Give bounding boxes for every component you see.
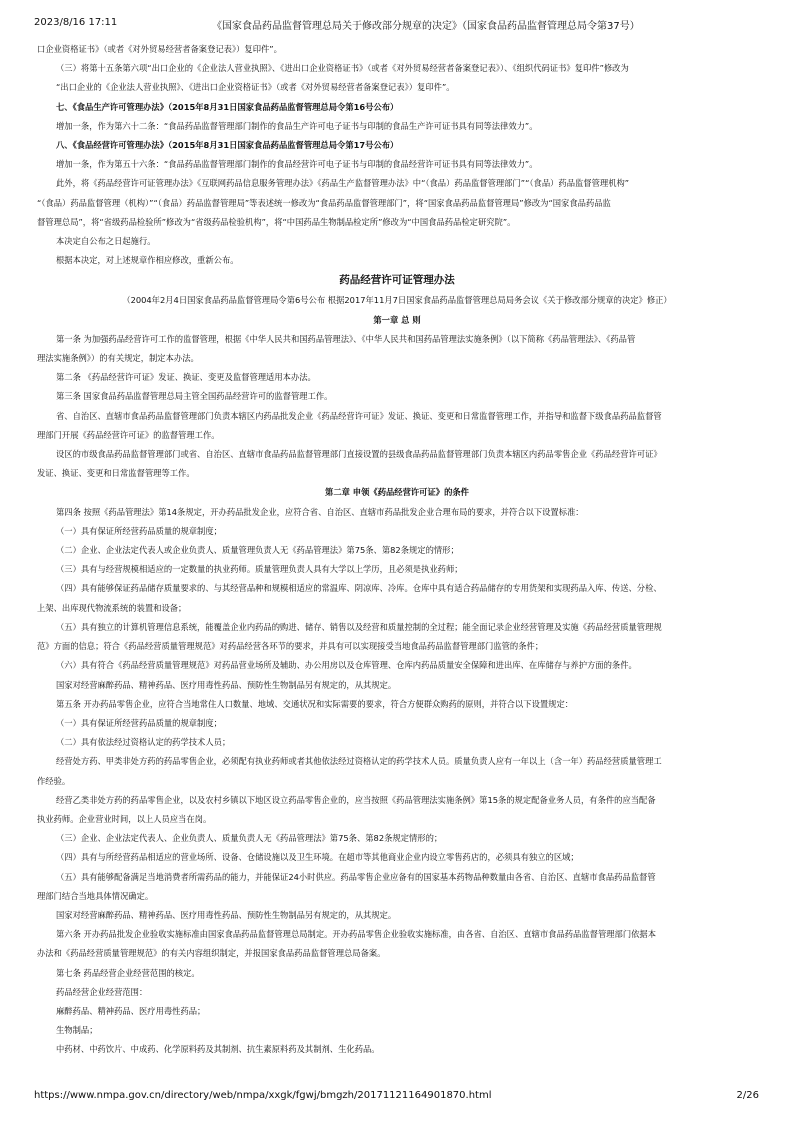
page-number: 2/26 bbox=[736, 1090, 759, 1101]
text-line: 第一条 为加强药品经营许可工作的监督管理，根据《中华人民共和国药品管理法》、《中华人民共和国药品管理法实施条例》（以下简称《药品管理法》、《药品管 bbox=[56, 333, 636, 344]
text-line: （一）具有保证所经营药品质量的规章制度； bbox=[56, 525, 222, 536]
text-line: 理部门结合当地具体情况确定。 bbox=[37, 890, 154, 901]
text-line: “出口企业的《企业法人营业执照》、《进出口企业资格证书》（或者《对外贸易经营者备案登记表》）复印件”。 bbox=[56, 82, 455, 93]
text-line: 国家对经营麻醉药品、精神药品、医疗用毒性药品、预防性生物制品另有规定的，从其规定。 bbox=[56, 679, 397, 690]
text-line: 经营处方药、甲类非处方药的药品零售企业，必须配有执业药师或者其他依法经过资格认定的药学技术人员。质量负责人应有一年以上（含一年）药品经营质量管理工 bbox=[56, 756, 662, 767]
text-line: 作经验。 bbox=[37, 775, 71, 786]
text-line: 上架、出库现代物流系统的装置和设备； bbox=[37, 602, 187, 613]
text-line: 本决定自公布之日起施行。 bbox=[56, 236, 156, 247]
text-line: （四）具有能够保证药品储存质量要求的、与其经营品种和规模相适应的常温库、阴凉库、冷库。仓库中具有适合药品储存的专用货架和实现药品入库、传送、分检、 bbox=[56, 583, 662, 594]
text-line: 此外，将《药品经营许可证管理办法》《互联网药品信息服务管理办法》《药品生产监督管理办法》中“（食品）药品监督管理部门”“（食品）药品监督管理机构” bbox=[56, 178, 630, 189]
text-line: 经营乙类非处方药的药品零售企业，以及农村乡镇以下地区设立药品零售企业的，应当按照《药品管理法实施条例》第15条的规定配备业务人员，有条件的应当配备 bbox=[56, 794, 656, 805]
document-title: 药品经营许可证管理办法 bbox=[339, 274, 455, 287]
text-line: 理法实施条例》）的有关规定，制定本办法。 bbox=[37, 353, 199, 364]
text-line: 口企业资格证书》（或者《对外贸易经营者备案登记表》）复印件”。 bbox=[37, 44, 282, 54]
text-line: 理部门开展《药品经营许可证》的监督管理工作。 bbox=[37, 429, 220, 440]
text-line: 设区的市级食品药品监督管理部门或省、自治区、直辖市食品药品监督管理部门直接设置的县级食品药品监督管理部门负责本辖区内药品零售企业《药品经营许可证》 bbox=[56, 449, 662, 460]
text-line: （三）将第十五条第六项“出口企业的《企业法人营业执照》、《进出口企业资格证书》（或者《对外贸易经营者备案登记表》）、《组织代码证书》复印件”修改为 bbox=[56, 63, 629, 74]
text-line: 第四条 按照《药品管理法》第14条规定，开办药品批发企业，应符合省、自治区、直辖市药品批发企业合理布局的要求，并符合以下设置标准： bbox=[56, 506, 584, 517]
text-line: 督管理总局”，将“省级药品检验所”修改为“省级药品检验机构”，将“中国药品生物制品检定所”修改为“中国食品药品检定研究院”。 bbox=[37, 216, 516, 227]
text-line: （2004年2月4日国家食品药品监督管理局令第6号公布 根据2017年11月7日国家食品药品监督管理总局局务会议《关于修改部分规章的决定》修正） bbox=[122, 295, 672, 306]
print-datetime: 2023/8/16 17:11 bbox=[34, 17, 118, 28]
text-line: （二）企业、企业法定代表人或企业负责人、质量管理负责人无《药品管理法》第75条、第82条规定的情形； bbox=[56, 545, 459, 556]
text-line: 第三条 国家食品药品监督管理总局主管全国药品经营许可的监督管理工作。 bbox=[56, 391, 333, 402]
section-heading: 八、《食品经营许可管理办法》（2015年8月31日国家食品药品监督管理总局令第17号公布） bbox=[56, 140, 399, 151]
text-line: （三）企业、企业法定代表人、企业负责人、质量负责人无《药品管理法》第75条、第82条规定情形的； bbox=[56, 833, 443, 844]
text-line: 发证、换证、变更和日常监督管理等工作。 bbox=[37, 468, 195, 479]
section-heading: 第二章 申领《药品经营许可证》的条件 bbox=[325, 487, 469, 498]
text-line: 省、自治区、直辖市食品药品监督管理部门负责本辖区内药品批发企业《药品经营许可证》发证、换证、变更和日常监督管理工作，并指导和监督下级食品药品监督管 bbox=[56, 410, 662, 421]
section-heading: 第一章 总 则 bbox=[373, 314, 421, 325]
text-line: 范》方面的信息；符合《药品经营质量管理规范》对药品经营各环节的要求，并具有可以实现接受当地食品药品监督管理部门监管的条件； bbox=[37, 641, 544, 652]
text-line: （二）具有依法经过资格认定的药学技术人员； bbox=[56, 737, 231, 748]
text-line: 办法和《药品经营质量管理规范》的有关内容组织制定，并报国家食品药品监督管理总局备案。 bbox=[37, 948, 386, 959]
text-line: 第六条 开办药品批发企业验收实施标准由国家食品药品监督管理总局制定。开办药品零售企业验收实施标准，由各省、自治区、直辖市食品药品监督管理部门依据本 bbox=[56, 929, 657, 940]
text-line: 国家对经营麻醉药品、精神药品、医疗用毒性药品、预防性生物制品另有规定的，从其规定。 bbox=[56, 909, 397, 920]
text-line: 执业药师。企业营业时间，以上人员应当在岗。 bbox=[37, 813, 212, 824]
text-line: 中药材、中药饮片、中成药、化学原料药及其制剂、抗生素原料药及其制剂、生化药品。 bbox=[56, 1044, 380, 1055]
source-url-link[interactable]: https://www.nmpa.gov.cn/directory/web/nmpa/xxgk/fgwj/bmgzh/20171121164901870.html bbox=[34, 1090, 492, 1101]
text-line: 生物制品； bbox=[56, 1025, 98, 1036]
text-line: （一）具有保证所经营药品质量的规章制度； bbox=[56, 717, 222, 728]
text-line: 增加一条，作为第六十二条：“食品药品监督管理部门制作的食品生产许可电子证书与印制的食品生产许可证书具有同等法律效力”。 bbox=[56, 120, 538, 131]
text-line: “（食品）药品监督管理（机构）”“（食品）药品监督管理局”等表述统一修改为“食品药品监督管理部门”，将“国家食品药品监督管理局”修改为“国家食品药品监 bbox=[37, 197, 611, 208]
document-header-title: 《国家食品药品监督管理总局关于修改部分规章的决定》（国家食品药品监督管理总局令第37号） bbox=[212, 21, 640, 32]
text-line: 增加一条，作为第五十六条：“食品药品监督管理部门制作的食品经营许可电子证书与印制的食品经营许可证书具有同等法律效力”。 bbox=[56, 159, 538, 170]
text-line: 第七条 药品经营企业经营范围的核定。 bbox=[56, 967, 200, 978]
section-heading: 七、《食品生产许可管理办法》（2015年8月31日国家食品药品监督管理总局令第16号公布） bbox=[56, 101, 399, 112]
text-line: 根据本决定，对上述规章作相应修改，重新公布。 bbox=[56, 255, 239, 266]
text-line: 第五条 开办药品零售企业，应符合当地常住人口数量、地域、交通状况和实际需要的要求，符合方便群众购药的原则，并符合以下设置规定： bbox=[56, 698, 574, 709]
text-line: （四）具有与所经营药品相适应的营业场所、设备、仓储设施以及卫生环境。在超市等其他商业企业内设立零售药店的，必须具有独立的区域； bbox=[56, 852, 579, 863]
text-line: 第二条 《药品经营许可证》发证、换证、变更及监督管理适用本办法。 bbox=[56, 372, 316, 383]
text-line: （三）具有与经营规模相适应的一定数量的执业药师。质量管理负责人具有大学以上学历，且必须是执业药师； bbox=[56, 564, 463, 575]
text-line: 麻醉药品、精神药品、医疗用毒性药品； bbox=[56, 1005, 206, 1016]
document-body bbox=[37, 40, 757, 1060]
text-line: 药品经营企业经营范围： bbox=[56, 986, 148, 997]
text-line: （六）具有符合《药品经营质量管理规范》对药品营业场所及辅助、办公用房以及仓库管理、仓库内药品质量安全保障和进出库、在库储存与养护方面的条件。 bbox=[56, 660, 637, 671]
text-line: （五）具有独立的计算机管理信息系统，能覆盖企业内药品的购进、储存、销售以及经营和质量控制的全过程；能全面记录企业经营管理及实施《药品经营质量管理规 bbox=[56, 621, 662, 632]
text-line: （五）具有能够配备满足当地消费者所需药品的能力，并能保证24小时供应。药品零售企业应备有的国家基本药物品种数量由各省、自治区、直辖市食品药品监督管 bbox=[56, 871, 656, 882]
